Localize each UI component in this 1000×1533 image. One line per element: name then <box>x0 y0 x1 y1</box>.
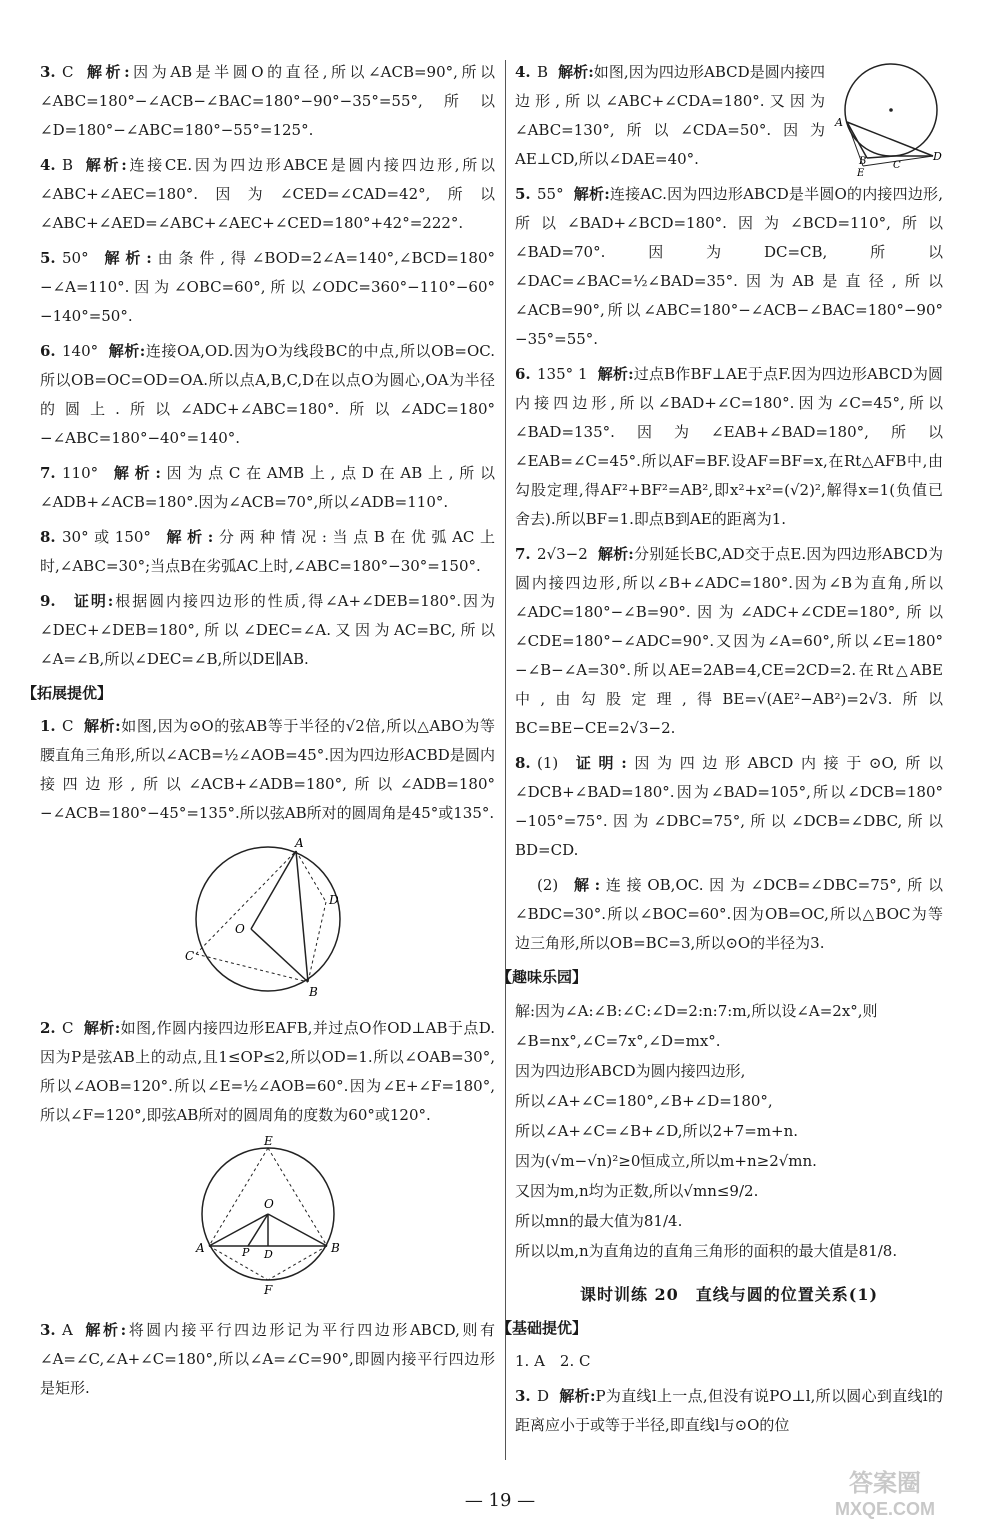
answer-label: 解析: <box>83 717 121 735</box>
answer-ans: B <box>537 63 549 81</box>
answer-num: 3. <box>40 1321 56 1339</box>
fun-line: 因为(√m−√n)²≥0恒成立,所以m+n≥2√mn. <box>515 1152 817 1170</box>
fig3-label-A: A <box>835 116 843 129</box>
answer-item <box>515 871 943 958</box>
answer-item <box>40 337 495 453</box>
answer-item <box>40 1316 495 1403</box>
answer-ans: 30°或150° <box>62 528 151 546</box>
fig3-label-D: D <box>933 150 942 163</box>
answer-label: 解析: <box>83 63 130 81</box>
answer-text: 因为四边形ABCD内接于⊙O,所以∠DCB+∠BAD=180°.因为∠BAD=105°,所以∠DCB=180°−105°=75°.因为∠DBC=75°,所以∠DCB=∠DBC,所以BD=CD. <box>515 754 943 859</box>
answer-item <box>40 151 495 238</box>
answer-label: 解析: <box>83 156 127 174</box>
answer-label: 证明: <box>568 754 627 772</box>
fun-line: 又因为m,n均为正数,所以√mn≤9/2. <box>515 1182 759 1200</box>
answer-ans: (2) <box>537 876 559 894</box>
fig1-label-A: A <box>294 836 304 850</box>
answer-label: 解析: <box>597 365 634 383</box>
fun-line: 因为四边形ABCD为圆内接四边形, <box>515 1062 746 1080</box>
answer-label: 解析: <box>108 342 146 360</box>
answer-text: 连接OB,OC.因为∠DCB=∠DBC=75°,所以∠BDC=30°.所以∠BOC=60°.因为OB=OC,所以△BOC为等边三角形,所以OB=BC=3,所以⊙O的半径为3. <box>515 876 943 952</box>
watermark-text: 答案圈 <box>849 1468 921 1497</box>
answer-text: 如图,作圆内接四边形EAFB,并过点O作OD⊥AB于点D.因为P是弦AB上的动点,且1≤OP≤2,所以OD=1.所以∠OAB=30°,所以∠AOB=120°.所以∠E=½∠AOB=60°.因为∠E+∠F=180°,所以∠F=120°,即弦AB所对的圆周角的度数为60°或120°. <box>40 1019 495 1124</box>
fig2-label-A: A <box>195 1241 205 1255</box>
left-column <box>22 58 496 1409</box>
fig3-label-E: E <box>857 168 865 178</box>
fun-line: 所以∠A+∠C=∠B+∠D,所以2+7=m+n. <box>515 1122 799 1140</box>
fig1-label-O: O <box>234 922 245 936</box>
answer-num: 4. <box>40 156 56 174</box>
column-divider <box>505 60 506 1460</box>
fun-line: 所以以m,n为直角边的直角三角形的面积的最大值是81/8. <box>515 1242 898 1260</box>
answer-num: 2. <box>40 1019 56 1037</box>
answer-ans: B <box>62 156 74 174</box>
answer-text: 连接OA,OD.因为O为线段BC的中点,所以OB=OC.所以OB=OC=OD=OA.所以点A,B,C,D在以点O为圆心,OA为半径的圆上.所以∠ADC+∠ABC=180°.所以∠ADC=180°−∠ABC=180°−40°=140°. <box>40 342 495 447</box>
answer-num: 6. <box>40 342 56 360</box>
answer-text: 分别延长BC,AD交于点E.因为四边形ABCD为圆内接四边形,所以∠B+∠ADC=180°.因为∠B为直角,所以∠ADC=180°−∠B=90°.因为∠ADC+∠CDE=180°,所以∠CDE=180°−∠ADC=90°.又因为∠A=60°,所以∠E=180°−∠B−∠A=30°.所以AE=2AB=4,CE=2CD=2.在Rt△ABE中,由勾股定理,得BE=√(AE²−AB²)=2√3.所以BC=BE−CE=2√3−2. <box>515 545 943 737</box>
answer-text: 过点B作BF⊥AE于点F.因为四边形ABCD为圆内接四边形,所以∠BAD+∠C=180°.因为∠C=45°,所以∠BAD=135°.因为∠EAB+∠BAD=180°,所以∠EAB=∠C=45°.所以AF=BF.设AF=BF=x,在Rt△AFB中,由勾股定理,得AF²+BF²=AB²,即x²+x²=(√2)²,解得x=1(负值已舍去).所以BF=1.即点B到AE的距离为1. <box>515 365 943 528</box>
answer-label: 解析: <box>597 545 634 563</box>
answer-ans: C <box>62 1019 74 1037</box>
answer-ans: 140° <box>62 342 99 360</box>
answer-item <box>515 1382 943 1440</box>
fig1-label-C: C <box>184 949 194 963</box>
section-basic: 【基础提优】 <box>497 1319 588 1337</box>
fig2-label-P: P <box>241 1246 249 1259</box>
answer-item <box>40 587 495 674</box>
page-number: — 19 — <box>464 1490 536 1511</box>
answer-item <box>40 459 495 517</box>
answer-num: 1. <box>40 717 56 735</box>
answer-label: 解: <box>568 876 601 894</box>
fig1-label-D: D <box>328 893 339 907</box>
answer-num: 9. <box>40 592 56 610</box>
answer-num: 5. <box>515 185 531 203</box>
answer-item <box>515 360 943 534</box>
answer-text: 如图,因为⊙O的弦AB等于半径的√2倍,所以△ABO为等腰直角三角形,所以∠ACB=½∠AOB=45°.因为四边形ACBD是圆内接四边形,所以∠ACB+∠ADB=180°,所以∠ADB=180°−∠ACB=180°−45°=135°.所以弦AB所对的圆周角是45°或135°. <box>40 717 495 822</box>
answer-num: 3. <box>40 63 56 81</box>
section-fun: 【趣味乐园】 <box>497 968 588 986</box>
answer-ans: 110° <box>62 464 99 482</box>
answer-item <box>40 1014 495 1130</box>
answer-label: 解析: <box>98 249 152 267</box>
answer-ans: 50° <box>62 249 89 267</box>
answer-ans: D <box>537 1387 550 1405</box>
answer-num: 7. <box>40 464 56 482</box>
fig1-label-B: B <box>308 985 318 999</box>
answer-ans: 135° 1 <box>537 365 588 383</box>
fun-line: 所以mn的最大值为81/4. <box>515 1212 683 1230</box>
answer-text: 连接CE.因为四边形ABCE是圆内接四边形,所以∠ABC+∠AEC=180°.因为∠CED=∠CAD=42°,所以∠ABC+∠AED=∠ABC+∠AEC+∠CED=180°+42°=222°. <box>40 156 495 232</box>
answer-item <box>515 540 943 743</box>
answer-text: 连接AC.因为四边形ABCD是半圆O的内接四边形,所以∠BAD+∠BCD=180°.因为∠BCD=110°,所以∠BAD=70°.因为DC=CB,所以∠DAC=∠BAC=½∠BAD=35°.因为AB是直径,所以∠ACB=90°,所以∠ABC=180°−∠ACB−∠BAC=180°−90°−35°=55°. <box>515 185 943 348</box>
answer-text: 如图,因为四边形ABCD是圆内接四边形,所以∠ABC+∠CDA=180°.又因为∠ABC=130°,所以∠CDA=50°.因为AE⊥CD,所以∠DAE=40°. <box>515 63 825 168</box>
basic-answers: 1. A 2. C <box>515 1352 591 1370</box>
answer-item <box>515 180 943 354</box>
answer-item <box>40 712 495 828</box>
fig2-label-F: F <box>263 1283 272 1297</box>
answer-ans: 2√3−2 <box>537 545 588 563</box>
fig2-label-B: B <box>330 1241 340 1255</box>
answer-label: 解析: <box>83 1019 121 1037</box>
answer-item <box>515 749 943 865</box>
right-column <box>497 58 943 1446</box>
fun-line: 所以∠A+∠C=180°,∠B+∠D=180°, <box>515 1092 773 1110</box>
answer-ans: C <box>62 63 74 81</box>
fig2-label-E: E <box>263 1136 273 1148</box>
answer-ans: C <box>62 717 74 735</box>
section-extend: 【拓展提优】 <box>22 684 113 702</box>
answer-text: 因为AB是半圆O的直径,所以∠ACB=90°,所以∠ABC=180°−∠ACB−∠BAC=180°−90°−35°=55°,所以∠D=180°−∠ABC=180°−55°=125°. <box>40 63 495 139</box>
answer-ans: (1) <box>537 754 559 772</box>
answer-label: 解析: <box>558 63 594 81</box>
answer-label: 证明: <box>72 592 114 610</box>
fig3-label-B: B <box>859 156 867 167</box>
figure-circle-acbd <box>183 834 353 1004</box>
answer-num: 7. <box>515 545 531 563</box>
answer-label: 解析: <box>573 185 610 203</box>
answer-ans: 55° <box>537 185 564 203</box>
fig2-label-D: D <box>263 1248 273 1261</box>
answer-text: 将圆内接平行四边形记为平行四边形ABCD,则有∠A=∠C,∠A+∠C=180°,所以∠A=∠C=90°,即圆内接平行四边形是矩形. <box>40 1321 495 1397</box>
answer-ans: A <box>62 1321 73 1339</box>
answer-text: 由条件,得∠BOD=2∠A=140°,∠BCD=180°−∠A=110°.因为∠OBC=60°,所以∠ODC=360°−110°−60°−140°=50°. <box>40 249 495 325</box>
answer-item <box>40 523 495 581</box>
watermark-logo <box>800 1461 970 1523</box>
answer-text: P为直线l上一点,但没有说PO⊥l,所以圆心到直线l的距离应小于或等于半径,即直线l与⊙O的位 <box>515 1387 943 1434</box>
answer-text: 分两种情况:当点B在优弧AC上时,∠ABC=30°;当点B在劣弧AC上时,∠ABC=180°−30°=150°. <box>40 528 496 575</box>
answer-label: 解析: <box>108 464 161 482</box>
answer-label: 解析: <box>82 1321 127 1339</box>
lesson-title: 课时训练 20 直线与圆的位置关系(1) <box>579 1285 879 1304</box>
answer-num: 3. <box>515 1387 531 1405</box>
fun-line: 解:因为∠A:∠B:∠C:∠D=2:n:7:m,所以设∠A=2x°,则∠B=nx°,∠C=7x°,∠D=mx°. <box>515 1002 878 1050</box>
answer-text: 因为点C在AMB上,点D在AB上,所以∠ADB+∠ACB=180°.因为∠ACB=70°,所以∠ADB=110°. <box>40 464 495 511</box>
answer-num: 4. <box>515 63 531 81</box>
answer-item <box>40 244 495 331</box>
answer-label: 解析: <box>160 528 214 546</box>
answer-num: 8. <box>515 754 531 772</box>
fig3-label-C: C <box>893 160 901 171</box>
svg-text:MXQE.COM: MXQE.COM <box>834 1499 936 1519</box>
fig2-label-O: O <box>263 1197 274 1211</box>
figure-circle-eafb <box>188 1136 348 1306</box>
answer-num: 8. <box>40 528 56 546</box>
figure-circle-abcd-right <box>833 58 943 178</box>
answer-num: 5. <box>40 249 56 267</box>
answer-num: 6. <box>515 365 531 383</box>
answer-text: 根据圆内接四边形的性质,得∠A+∠DEB=180°.因为∠DEC+∠DEB=180°,所以∠DEC=∠A.又因为AC=BC,所以∠A=∠B,所以∠DEC=∠B,所以DE∥AB. <box>40 592 495 668</box>
fun-solution <box>515 996 943 1266</box>
answer-item <box>40 58 495 145</box>
answer-label: 解析: <box>559 1387 596 1405</box>
